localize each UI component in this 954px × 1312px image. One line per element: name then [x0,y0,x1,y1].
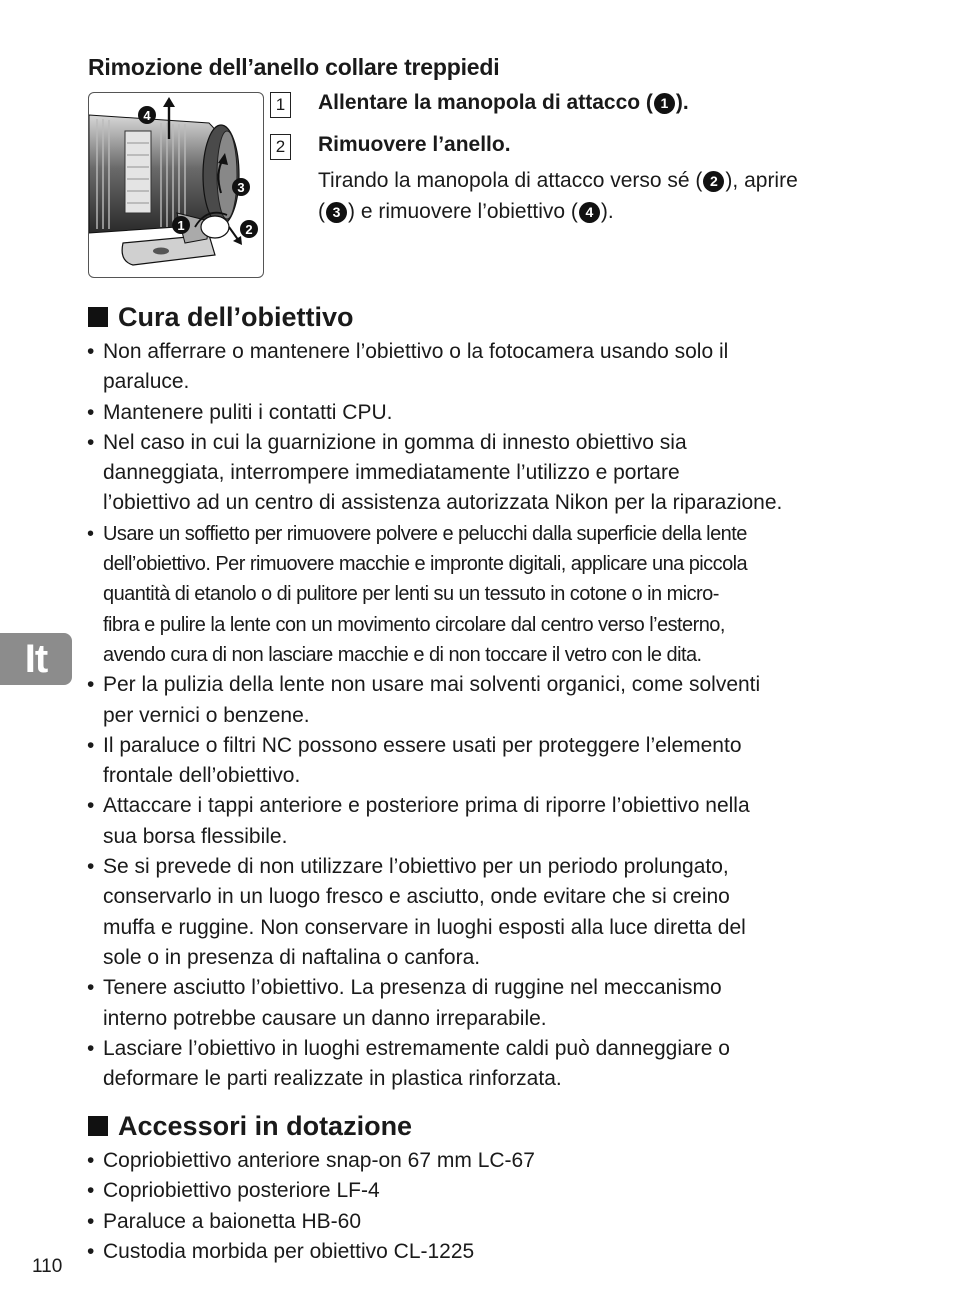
list-item-line: frontale dell’obiettivo. [103,764,301,788]
step-2-detail-line-2 [318,196,878,227]
list-item-line: per vernici o benzene. [103,703,310,727]
section-square-icon [88,307,108,327]
removal-steps [270,92,890,164]
page-number: 110 [32,1256,63,1277]
step-2-detail-line-1 [318,165,878,196]
lens-drawing [89,93,263,277]
list-item-line: sole o in presenza di naftalina o canfora. [103,945,481,969]
detail-marker-3: 3 [326,202,347,223]
step-2-detail [318,165,878,227]
list-item [84,1207,874,1237]
detail-text-2a: ( [318,200,325,223]
callout-4: 4 [143,108,151,123]
accessories-list [84,1146,874,1267]
accessories-title-text: Accessori in dotazione [118,1111,413,1141]
list-item-line: fibra e pulire la lente con un movimento circolare dal centro verso l’esterno, [103,613,725,636]
care-title-text: Cura dell’obiettivo [118,302,354,332]
list-item [84,1034,874,1095]
section-square-icon [88,1116,108,1136]
list-item-line: conservarlo in un luogo fresco e asciutto, onde evitare che si creino [103,885,730,909]
callout-2: 2 [245,222,253,237]
list-item-line: • Copriobiettivo anteriore snap-on 67 mm LC-67 [103,1149,535,1172]
accessories-section-title [88,1111,412,1142]
list-item-line: • Paraluce a baionetta HB-60 [103,1209,361,1233]
list-item-line: sua borsa flessibile. [103,824,288,848]
step-1-number: 1 [270,92,291,118]
list-item [84,337,874,398]
list-item [84,1146,874,1176]
list-item-line: • Lasciare l’obiettivo in luoghi estremamente caldi può danneggiare o [103,1036,730,1060]
list-item [84,973,874,1034]
list-item-line: • Il paraluce o filtri NC possono essere usati per proteggere l’elemento [103,733,742,757]
step-1-marker: 1 [654,93,675,114]
list-item-line: paraluce. [103,370,190,394]
step-2-number: 2 [270,134,291,160]
step-1-text-b: ). [675,91,689,114]
list-item-line: muffa e ruggine. Non conservare in luoghi esposti alla luce diretta del [103,915,746,939]
list-item-line: • Copriobiettivo posteriore LF-4 [103,1179,380,1203]
list-item-line: • Per la pulizia della lente non usare mai solventi organici, come solventi [103,673,761,697]
detail-text-1a: Tirando la manopola di attacco verso sé ( [318,169,703,192]
list-item [84,852,874,973]
list-item-line: quantità di etanolo o di pulitore per lenti su un tessuto in cotone o in micro- [103,583,719,606]
list-item [84,791,874,852]
detail-marker-2: 2 [703,171,724,192]
step-1 [270,92,890,128]
detail-text-1b: ), aprire [725,169,798,192]
lens-collar-illustration [88,92,264,278]
subheading: Rimozione dell’anello collare treppiedi [88,54,500,80]
list-item-line: • Usare un soffietto per rimuovere polvere e pelucchi dalla superficie della lente [103,522,747,545]
list-item [84,1176,874,1206]
step-1-text [318,91,689,115]
list-item-line: • Tenere asciutto l’obiettivo. La presenza di ruggine nel meccanismo [103,976,722,1000]
list-item [84,519,874,670]
language-tab: It [0,633,72,685]
list-item [84,731,874,792]
list-item [84,1237,874,1267]
list-item-line: • Nel caso in cui la guarnizione in gomma di innesto obiettivo sia [103,430,687,454]
list-item [84,670,874,731]
list-item-line: • Se si prevede di non utilizzare l’obiettivo per un periodo prolungato, [103,855,729,879]
list-item-line: • Custodia morbida per obiettivo CL-1225 [103,1239,475,1263]
care-bullet-list [84,337,874,1094]
care-section-title [88,302,354,333]
detail-text-2b: ) e rimuovere l’obiettivo ( [348,200,578,223]
callout-3: 3 [237,180,245,195]
callout-1: 1 [177,218,185,233]
list-item [84,428,874,519]
list-item-line: avendo cura di non lasciare macchie e di non toccare il vetro con le dita. [103,643,702,666]
detail-text-2c: ). [600,200,614,223]
list-item-line: • Attaccare i tappi anteriore e posteriore prima di riporre l’obiettivo nella [103,794,750,818]
list-item-line: danneggiata, interrompere immediatamente l’utilizzo e portare [103,461,680,485]
list-item-line: interno potrebbe causare un danno irreparabile. [103,1006,547,1030]
detail-marker-4: 4 [579,202,600,223]
list-item-line: • Mantenere puliti i contatti CPU. [103,400,393,424]
step-2-text: Rimuovere l’anello. [318,133,511,156]
step-1-text-a: Allentare la manopola di attacco ( [318,91,653,114]
list-item [84,398,874,428]
list-item-line: l’obiettivo ad un centro di assistenza autorizzata Nikon per la riparazione. [103,491,783,515]
list-item-line: • Non afferrare o mantenere l’obiettivo o la fotocamera usando solo il [103,340,729,363]
list-item-line: deformare le parti realizzate in plastica rinforzata. [103,1067,562,1091]
list-item-line: dell’obiettivo. Per rimuovere macchie e impronte digitali, applicare una piccola [103,553,748,576]
